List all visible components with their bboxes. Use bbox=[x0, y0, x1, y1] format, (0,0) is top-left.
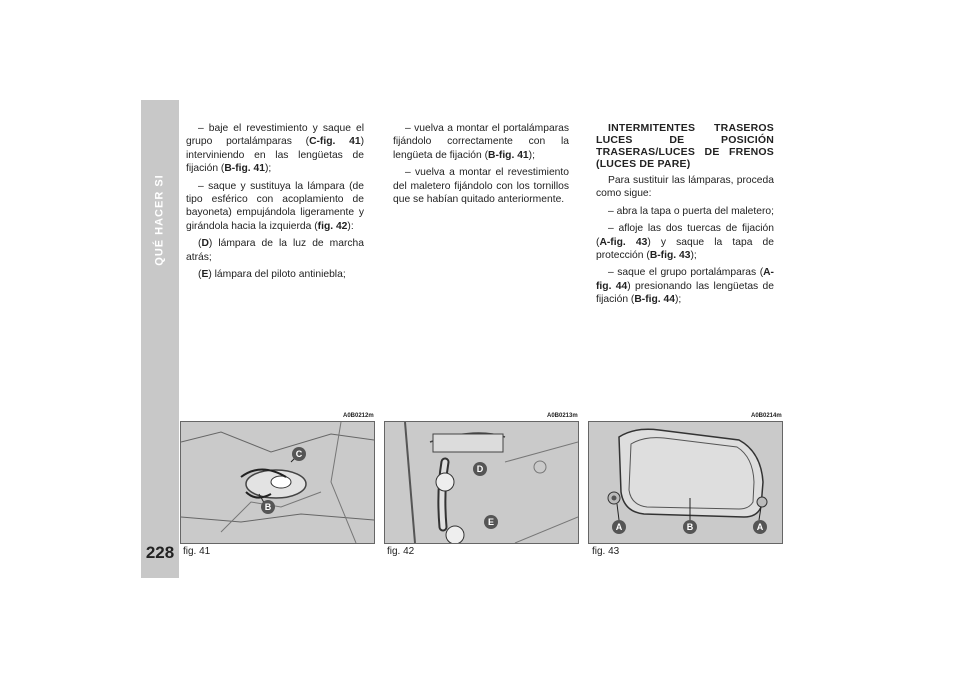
paragraph: (E) lámpara del piloto antiniebla; bbox=[198, 269, 346, 281]
page-number: 228 bbox=[145, 543, 175, 562]
paragraph: Para sustituir las lámparas, proceda como sigue: bbox=[596, 175, 774, 200]
marker-a-right: A bbox=[753, 520, 767, 534]
marker-d: D bbox=[473, 462, 487, 476]
paragraph: – vuelva a montar el portalámparas fijándolo correctamente con la lengüeta de fijación (B-fig. 41); bbox=[393, 123, 569, 161]
paragraph: – afloje las dos tuercas de fijación (A-fig. 43) y saque la tapa de protección (B-fig. 43); bbox=[596, 223, 774, 262]
text-column-1 bbox=[186, 122, 364, 285]
figure-code: A0B0213m bbox=[547, 413, 578, 419]
marker-b: B bbox=[261, 500, 275, 514]
text-column-3 bbox=[596, 122, 774, 311]
figure-42-illustration bbox=[384, 421, 579, 544]
text-column-2 bbox=[393, 122, 569, 210]
marker-c: C bbox=[292, 447, 306, 461]
figure-41-illustration bbox=[180, 421, 375, 544]
figure-code: A0B0212m bbox=[343, 413, 374, 419]
paragraph: – baje el revestimiento y saque el grupo portalámparas (C-fig. 41) interviniendo en las lengüetas de fijación (B-fig. 41); bbox=[186, 123, 364, 175]
figure-label: fig. 43 bbox=[592, 546, 620, 557]
section-title: QUÉ HACER SI bbox=[154, 174, 166, 266]
section-heading: INTERMITENTES TRASEROS LUCES DE POSICIÓN TRASERAS/LUCES DE FRENOS (LUCES DE PARE) bbox=[596, 122, 774, 170]
paragraph: – abra la tapa o puerta del maletero; bbox=[608, 205, 775, 217]
figure-43-illustration bbox=[588, 421, 783, 544]
figure-code: A0B0214m bbox=[751, 413, 782, 419]
paragraph: (D) lámpara de la luz de marcha atrás; bbox=[186, 238, 364, 263]
paragraph: – saque y sustituya la lámpara (de tipo esférico con acoplamiento de bayoneta) empujándola ligeramente y girándola hacia la izquierda (fig. 42): bbox=[186, 180, 364, 232]
marker-b: B bbox=[683, 520, 697, 534]
section-sidebar bbox=[141, 100, 179, 578]
figure-label: fig. 41 bbox=[183, 546, 211, 557]
paragraph: – saque el grupo portalámparas (A-fig. 44) presionando las lengüetas de fijación (B-fig. 44); bbox=[596, 267, 774, 306]
figure-label: fig. 42 bbox=[387, 546, 415, 557]
marker-a-left: A bbox=[612, 520, 626, 534]
paragraph: – vuelva a montar el revestimiento del maletero fijándolo con los tornillos que se habían quitado anteriormente. bbox=[393, 167, 569, 206]
marker-e: E bbox=[484, 515, 498, 529]
